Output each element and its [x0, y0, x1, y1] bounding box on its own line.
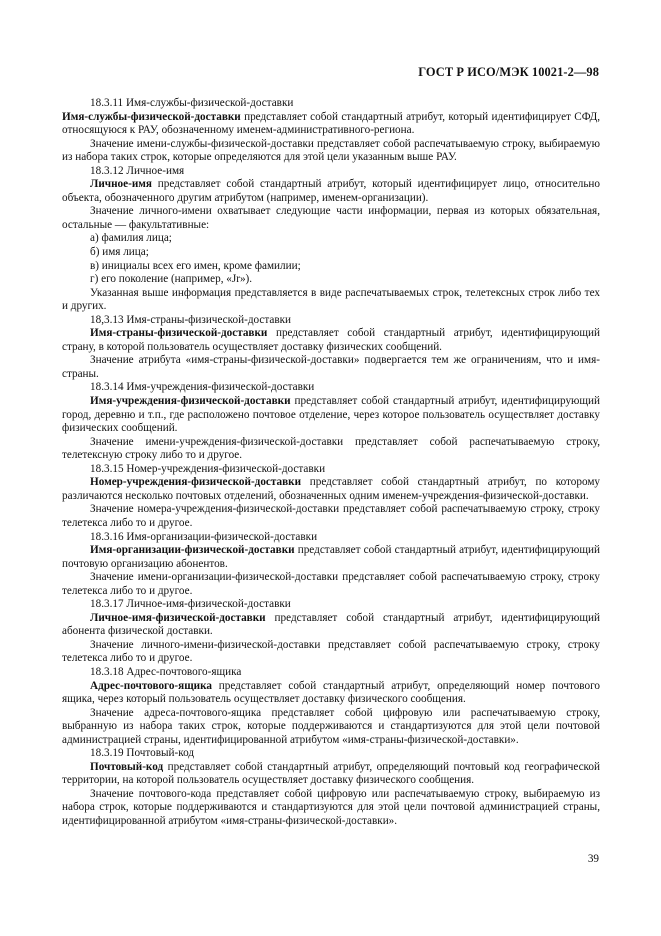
paragraph-text: б) имя лица;	[90, 246, 149, 259]
paragraph-text: представляет собой стандартный атрибут, определяющий номер почтового ящика, через который пользователь осуществляет доставку физического сообщения.	[62, 679, 600, 706]
term-bold: Имя-службы-физической-доставки	[62, 110, 241, 123]
paragraph-text: 18.3.15 Номер-учреждения-физической-доставки	[90, 462, 326, 475]
paragraph-text: Значение номера-учреждения-физической-доставки представляет собой распечатываемую строку, строку телетекса либо то и другое.	[62, 503, 600, 529]
paragraph	[62, 639, 600, 666]
paragraph	[62, 666, 600, 680]
paragraph-text: представляет собой стандартный атрибут, идентифицирующий почтовую организацию абонентов.	[62, 544, 600, 570]
paragraph	[62, 327, 600, 354]
paragraph-text: 18.3.11 Имя-службы-физической-доставки	[90, 97, 294, 109]
paragraph	[62, 476, 600, 503]
paragraph-text: Значение имени-организации-физической-доставки представляет собой распечатываемую строку, строку телетекса либо то и другое.	[62, 571, 600, 597]
paragraph	[62, 287, 600, 314]
paragraph	[62, 232, 600, 246]
paragraph	[62, 612, 600, 639]
paragraph	[62, 436, 600, 463]
paragraph	[62, 178, 600, 205]
paragraph-text: представляет собой стандартный атрибут, идентифицирующий абонента физической доставки.	[62, 611, 600, 638]
paragraph-text: 18.3.17 Личное-имя-физической-доставки	[90, 598, 291, 611]
paragraph	[62, 273, 600, 287]
paragraph	[62, 111, 600, 138]
paragraph	[62, 97, 600, 111]
term-bold: Имя-организации-физической-доставки	[90, 544, 295, 557]
paragraph-text: 18.3.12 Личное-имя	[90, 164, 185, 177]
paragraph-text: Значение имени-службы-физической-доставки представляет собой распечатываемую строку, выбираемую из набора таких строк, которые определяются для этой цели указанным выше РАУ.	[62, 137, 600, 164]
paragraph-text: представляет собой стандартный атрибут, который идентифицирует СФД, относящуюся к РАУ, обозначенному именем-административного-региона.	[62, 110, 600, 137]
standard-header: ГОСТ Р ИСО/МЭК 10021-2—98	[418, 65, 599, 79]
paragraph-text: 18.3.16 Имя-организации-физической-доставки	[90, 530, 318, 543]
paragraph-text: Значение почтового-кода представляет собой цифровую или распечатываемую строку, выбираемую из набора строк, которые поддерживаются и стандартизуются для этой цели почтовой администрацией страны, идентифицированной атрибутом «имя-страны-физической-доставки».	[62, 787, 600, 827]
paragraph-text: представляет собой стандартный атрибут, определяющий почтовый код географической территории, на которой пользователь осуществляет доставку физического сообщения.	[62, 760, 600, 787]
paragraph	[62, 354, 600, 381]
term-bold: Имя-учреждения-физической-доставки	[90, 395, 291, 408]
term-bold: Адрес-почтового-ящика	[90, 679, 212, 692]
paragraph-text: представляет собой стандартный атрибут, идентифицирующий город, деревню и т.п., где расположено почтовое отделение, через которое пользователь осуществляет доставку физических сообщений.	[62, 395, 600, 435]
paragraph	[62, 747, 600, 761]
paragraph	[62, 138, 600, 165]
paragraph	[62, 260, 600, 274]
paragraph	[62, 205, 600, 232]
paragraph-text: 18,3.13 Имя-страны-физической-доставки	[90, 313, 292, 326]
paragraph	[62, 680, 600, 707]
paragraph	[62, 598, 600, 612]
paragraph-text: Значение личного-имени-физической-доставки представляет собой распечатываемую строку, строку телетекса либо то и другое.	[62, 638, 600, 665]
term-bold: Личное-имя	[90, 178, 152, 191]
paragraph	[62, 381, 600, 395]
paragraph	[62, 531, 600, 545]
paragraph-text: представляет собой стандартный атрибут, который идентифицирует лицо, относительно объекта, обозначенного другим атрибутом (например, именем-организации).	[62, 178, 600, 204]
paragraph-text: 18.3.18 Адрес-почтового-ящика	[90, 665, 242, 678]
paragraph-text: Значение имени-учреждения-физической-доставки представляет собой распечатываемую строку, телетексную строку либо то и другое.	[62, 435, 600, 462]
paragraph	[62, 463, 600, 477]
paragraph-text: а) фамилия лица;	[90, 232, 172, 245]
paragraph	[62, 707, 600, 748]
paragraph-text: Значение атрибута «имя-страны-физической-доставки» подвергается тем же ограничениям, что и имя-страны.	[62, 354, 600, 380]
paragraph	[62, 571, 600, 598]
term-bold: Номер-учреждения-физической-доставки	[90, 476, 302, 489]
term-bold: Почтовый-код	[90, 760, 164, 773]
paragraph-text: в) инициалы всех его имен, кроме фамилии;	[90, 259, 301, 272]
paragraph-text: Значение личного-имени охватывает следующие части информации, первая из которых обязательная, остальные — факультативные:	[62, 205, 600, 231]
paragraph	[62, 165, 600, 179]
paragraph	[62, 246, 600, 260]
paragraph-text: 18.3.14 Имя-учреждения-физической-доставки	[90, 381, 315, 394]
paragraph	[62, 314, 600, 328]
paragraph-text: Значение адреса-почтового-ящика представляет собой цифровую или распечатываемую строку, выбранную из набора таких строк, которые поддерживаются и стандартизуются для этой цели почтовой администрацией страны, идентифицированной атрибутом «имя-страны-физической-доставки».	[62, 706, 600, 746]
paragraph-text: Указанная выше информация представляется в виде распечатываемых строк, телетексных строк либо тех и других.	[62, 286, 600, 313]
paragraph-text: представляет собой стандартный атрибут, по которому различаются несколько почтовых отделений, обозначенных одним именем-учреждения-физической-доставки.	[62, 476, 600, 502]
paragraph	[62, 788, 600, 829]
page-number: 39	[587, 853, 599, 865]
paragraph	[62, 503, 600, 530]
term-bold: Личное-имя-физической-доставки	[90, 611, 266, 624]
body-text	[62, 97, 600, 829]
paragraph-text: 18.3.19 Почтовый-код	[90, 747, 195, 760]
paragraph	[62, 544, 600, 571]
paragraph	[62, 761, 600, 788]
paragraph-text: представляет собой стандартный атрибут, идентифицирующий страну, в которой пользователь осуществляет доставку физических сообщений.	[62, 327, 600, 353]
paragraph	[62, 395, 600, 436]
paragraph-text: г) его поколение (например, «Jr»).	[90, 273, 253, 286]
term-bold: Имя-страны-физической-доставки	[90, 327, 268, 340]
